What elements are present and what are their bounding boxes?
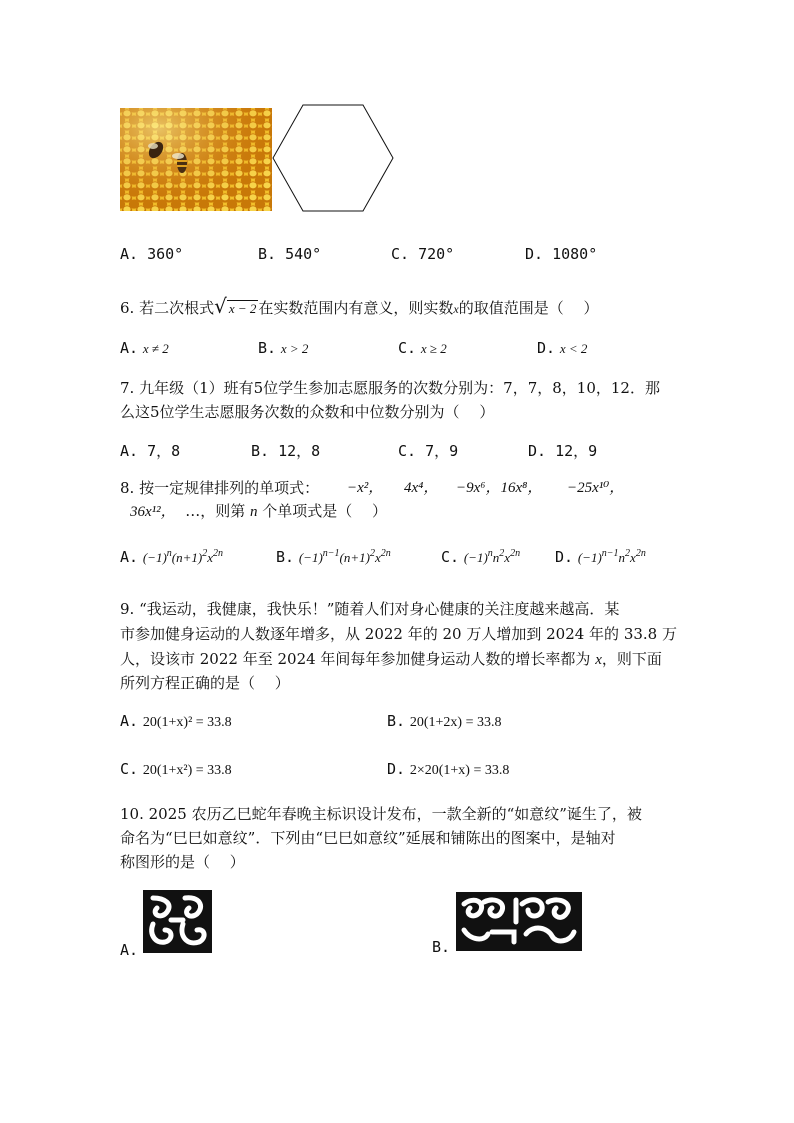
q9-option-c[interactable]: C. 20(1+x²) = 33.8 (120, 760, 232, 778)
honeycomb-photo (120, 108, 272, 211)
q9-option-d[interactable]: D. 2×20(1+x) = 33.8 (387, 760, 510, 778)
q8-option-a[interactable]: A. $(-1)^n(n+1)^2x^{2n}$ (120, 548, 223, 566)
q6-text-post: 在实数范围内有意义，则实数 (258, 299, 454, 317)
q9-option-a[interactable]: A. 20(1+x)² = 33.8 (120, 712, 232, 730)
q6-option-b[interactable]: B. x > 2 (258, 339, 309, 357)
ruyi-pattern-b-icon (456, 892, 582, 951)
q8-n: n (250, 504, 258, 520)
q6-option-a[interactable]: A. x ≠ 2 (120, 339, 169, 357)
q7-option-b[interactable]: B. 12，8 (251, 442, 321, 460)
sqrt-symbol: √ (214, 294, 227, 318)
ruyi-pattern-a-icon (143, 890, 212, 953)
q8-option-b[interactable]: B. $(-1)^{n-1}(n+1)^2x^{2n}$ (276, 548, 391, 566)
q6-var: x (453, 302, 459, 316)
hexagon-figure (270, 100, 396, 218)
q8-line2: 36x¹²， …，则第 n 个单项式是（ ） (130, 502, 388, 520)
q8-option-d[interactable]: D. $(-1)^{n-1}n^2x^{2n}$ (555, 548, 646, 566)
q6-radicand: x − 2 (228, 301, 257, 316)
q9-line2: 市参加健身运动的人数逐年增多，从 2022 年的 20 万人增加到 2024 年的 33.8 万 (120, 625, 677, 643)
q10-option-b[interactable]: B. (432, 938, 451, 956)
q8-option-c[interactable]: C. $(-1)^nn^2x^{2n}$ (441, 548, 521, 566)
q9-line3: 人，设该市 2022 年至 2024 年间每年参加健身运动人数的增长率都为 x，则下面 (120, 650, 662, 668)
q7-option-a[interactable]: A. 7，8 (120, 442, 181, 460)
q10-option-a[interactable]: A. (120, 941, 139, 959)
q6-stem (120, 294, 599, 318)
q5-option-a[interactable]: A. 360° (120, 245, 184, 263)
q10-line2: 命名为“巳巳如意纹”．下列由“巳巳如意纹”延展和铺陈出的图案中，是轴对 (120, 829, 616, 847)
q5-option-b[interactable]: B. 540° (258, 245, 322, 263)
q9-line4: 所列方程正确的是（ ） (120, 674, 290, 692)
q10-line3: 称图形的是（ ） (120, 853, 245, 871)
q8-term-6: 36x¹²， (130, 504, 176, 520)
q9-line1: 9. “我运动，我健康，我快乐！”随着人们对身心健康的关注度越来越高．某 (120, 600, 620, 618)
q7-option-c[interactable]: C. 7，9 (398, 442, 459, 460)
q8-term-1: −x²， (347, 480, 384, 496)
q6-option-c[interactable]: C. x ≥ 2 (398, 339, 447, 357)
q9-option-b[interactable]: B. 20(1+2x) = 33.8 (387, 712, 502, 730)
q9-var: x (595, 652, 602, 668)
q5-option-d[interactable]: D. 1080° (525, 245, 598, 263)
q7-option-d[interactable]: D. 12，9 (528, 442, 598, 460)
q6-text-pre: 若二次根式 (139, 299, 215, 317)
q8-term-3: −9x⁶，16x⁸， (456, 480, 543, 496)
q7-line1: 7. 九年级（1）班有5位学生参加志愿服务的次数分别为：7，7，8，10，12．那 (120, 379, 660, 397)
q8-term-2: 4x⁴， (404, 480, 439, 496)
q8-line1: 8. 按一定规律排列的单项式： (120, 479, 320, 497)
q5-option-c[interactable]: C. 720° (391, 245, 455, 263)
question-number: 6. (120, 299, 135, 317)
q6-option-d[interactable]: D. x < 2 (537, 339, 588, 357)
q7-line2: 么这5位学生志愿服务次数的众数和中位数分别为（ ） (120, 403, 495, 421)
q8-term-4: −25x¹⁰， (567, 480, 625, 496)
q6-text-post2: 的取值范围是（ ） (458, 299, 599, 317)
q10-line1: 10. 2025 农历乙巳蛇年春晚主标识设计发布，一款全新的“如意纹”诞生了，被 (120, 805, 642, 823)
